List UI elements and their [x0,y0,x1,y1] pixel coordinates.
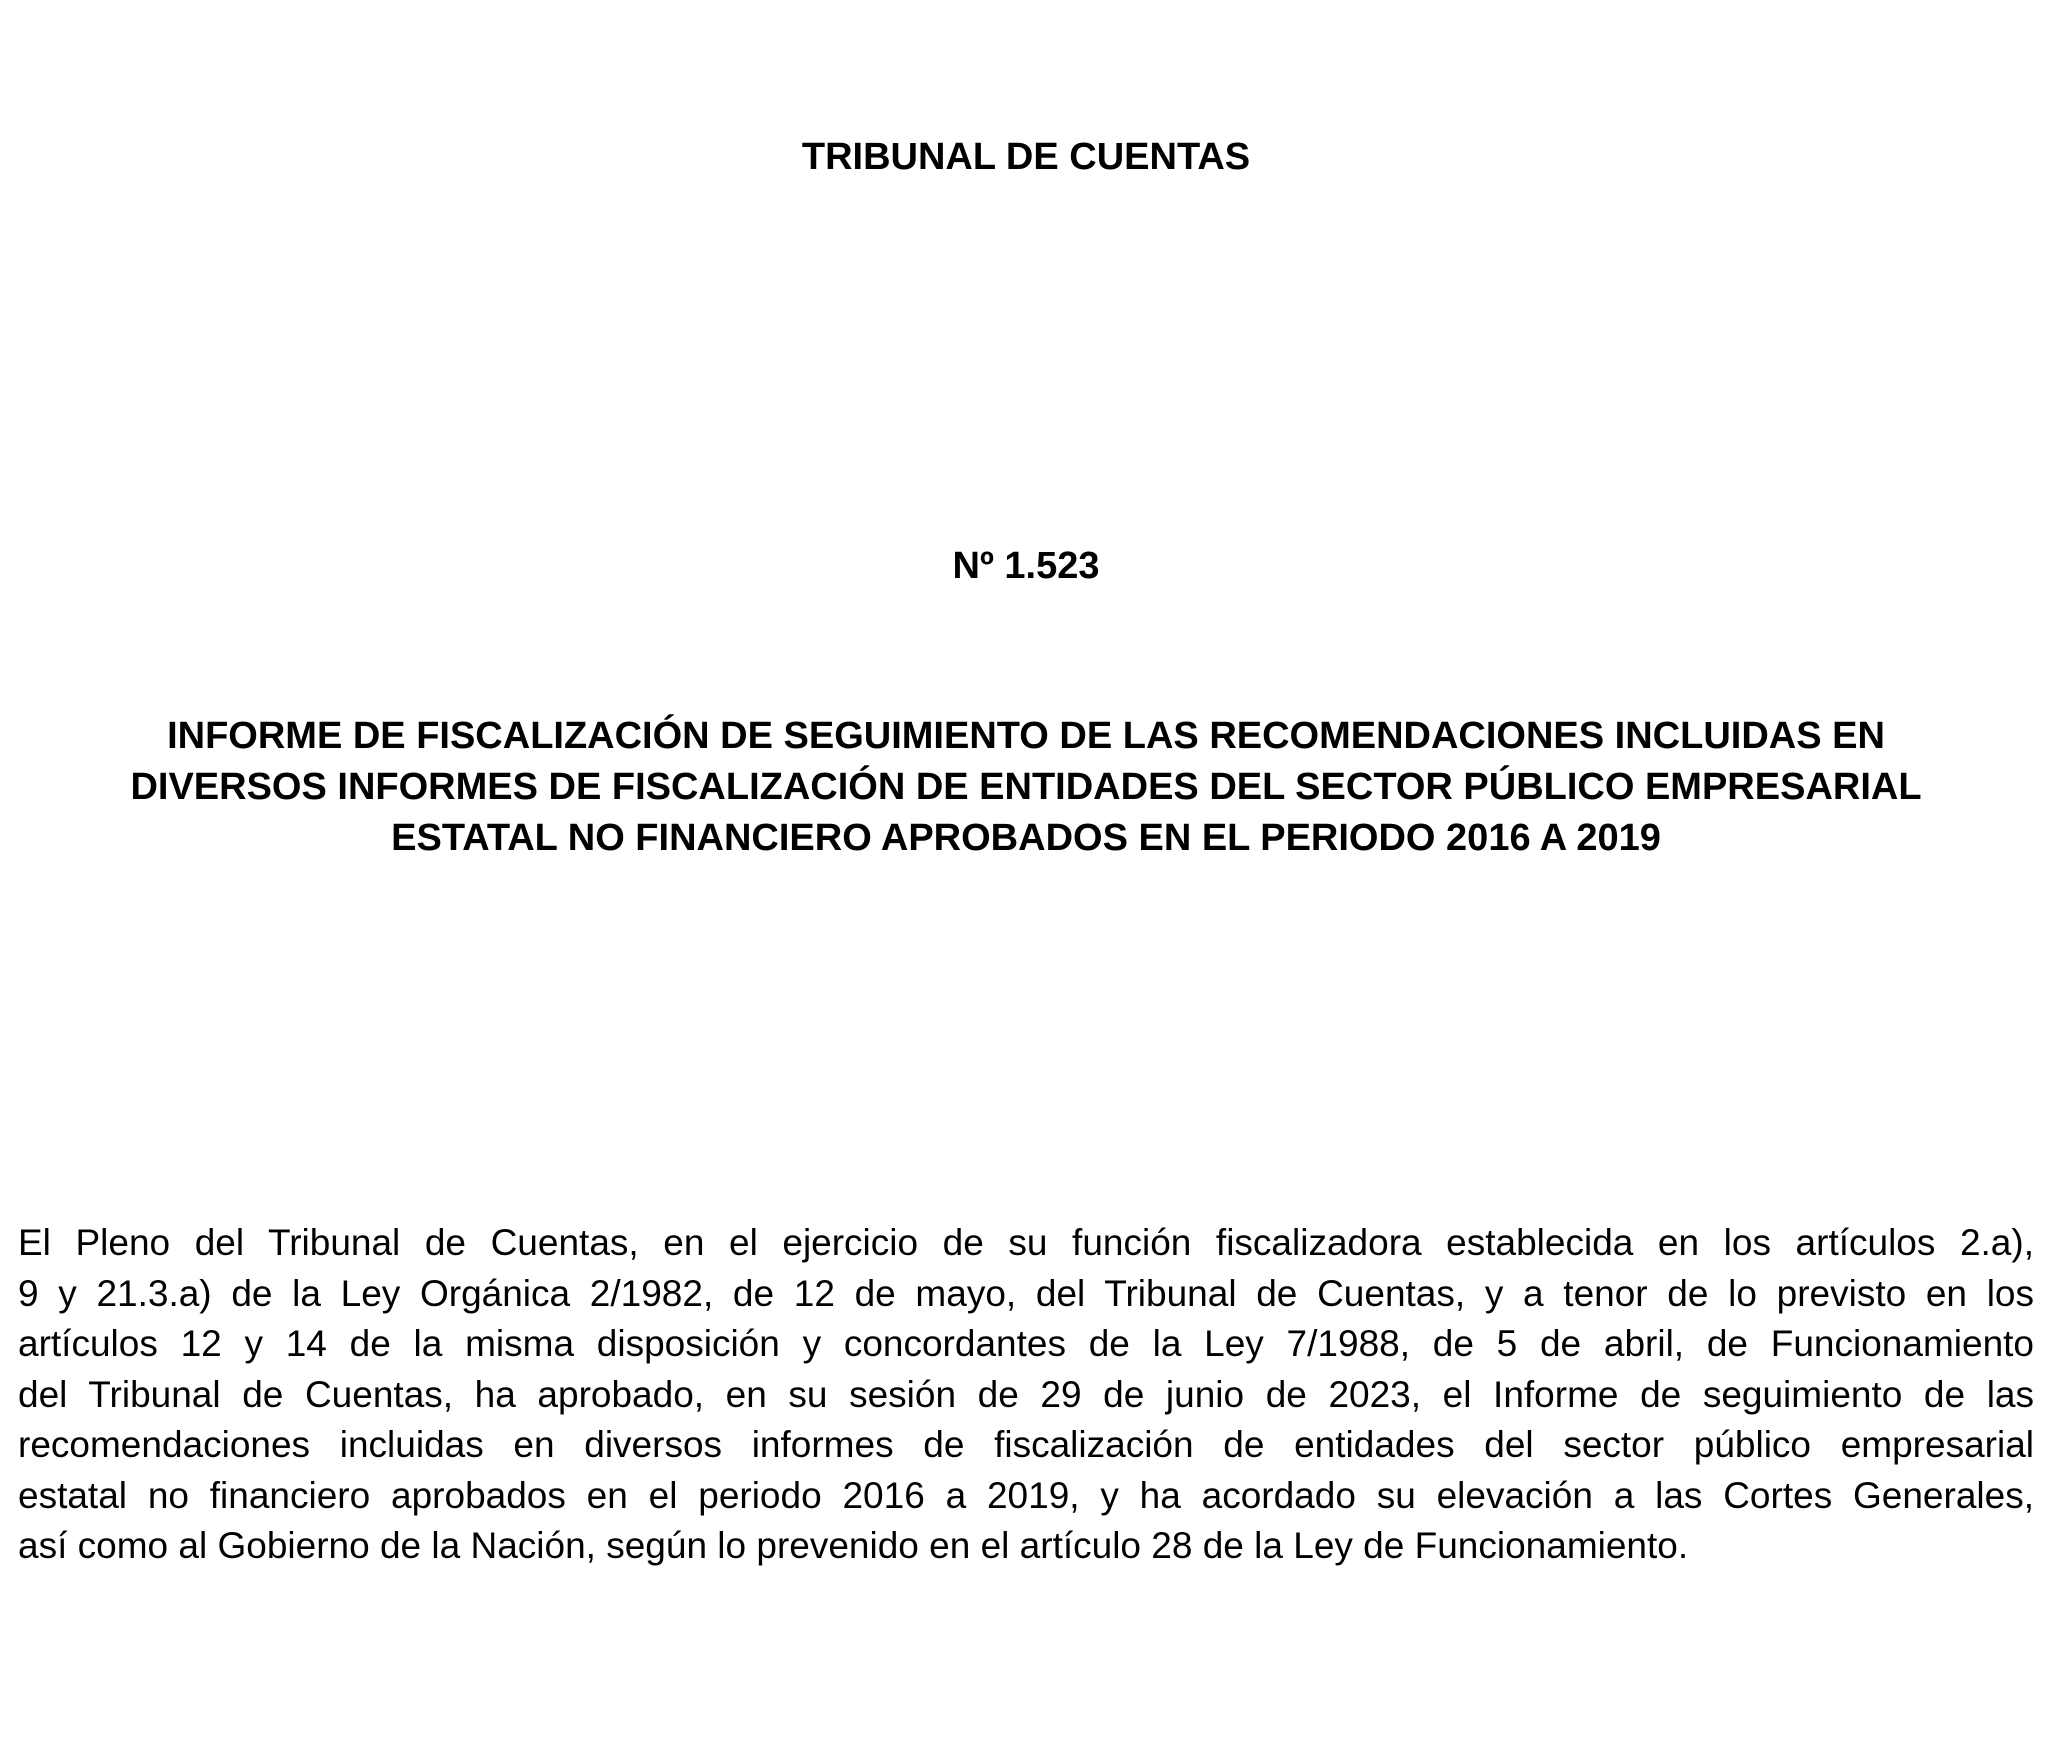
paragraph-line: recomendaciones incluidas en diversos informes de fiscalización de entidades del sector público empresarial [18,1424,2034,1465]
paragraph-line: estatal no financiero aprobados en el periodo 2016 a 2019, y ha acordado su elevación a las Cortes Generales, [18,1474,2034,1516]
paragraph-line: 9 y 21.3.a) de la Ley Orgánica 2/1982, de 12 de mayo, del Tribunal de Cuentas, y a tenor de lo previsto en los [18,1272,2034,1314]
paragraph-line: del Tribunal de Cuentas, ha aprobado, en su sesión de 29 de junio de 2023, el Informe de seguimiento de las [18,1373,2034,1415]
report-title-line: INFORME DE FISCALIZACIÓN DE SEGUIMIENTO DE LAS RECOMENDACIONES INCLUIDAS EN [167,715,1885,757]
paragraph-line: artículos 12 y 14 de la misma disposición y concordantes de la Ley 7/1988, de 5 de abril, de Funcionamiento [18,1323,2034,1364]
report-title-line: ESTATAL NO FINANCIERO APROBADOS EN EL PERIODO 2016 A 2019 [391,817,1661,859]
paragraph-line: así como al Gobierno de la Nación, según lo prevenido en el artículo 28 de la Ley de Funcionamiento. [18,1525,1689,1566]
approval-paragraph [18,1218,2034,1572]
report-title-line: DIVERSOS INFORMES DE FISCALIZACIÓN DE ENTIDADES DEL SECTOR PÚBLICO EMPRESARIAL [130,766,1922,808]
organization-heading: TRIBUNAL DE CUENTAS [801,136,1251,178]
paragraph-line: El Pleno del Tribunal de Cuentas, en el ejercicio de su función fiscalizadora establecida en los artículos 2.a), [18,1222,2034,1263]
report-title [30,711,2022,864]
report-number: Nº 1.523 [952,545,1100,587]
